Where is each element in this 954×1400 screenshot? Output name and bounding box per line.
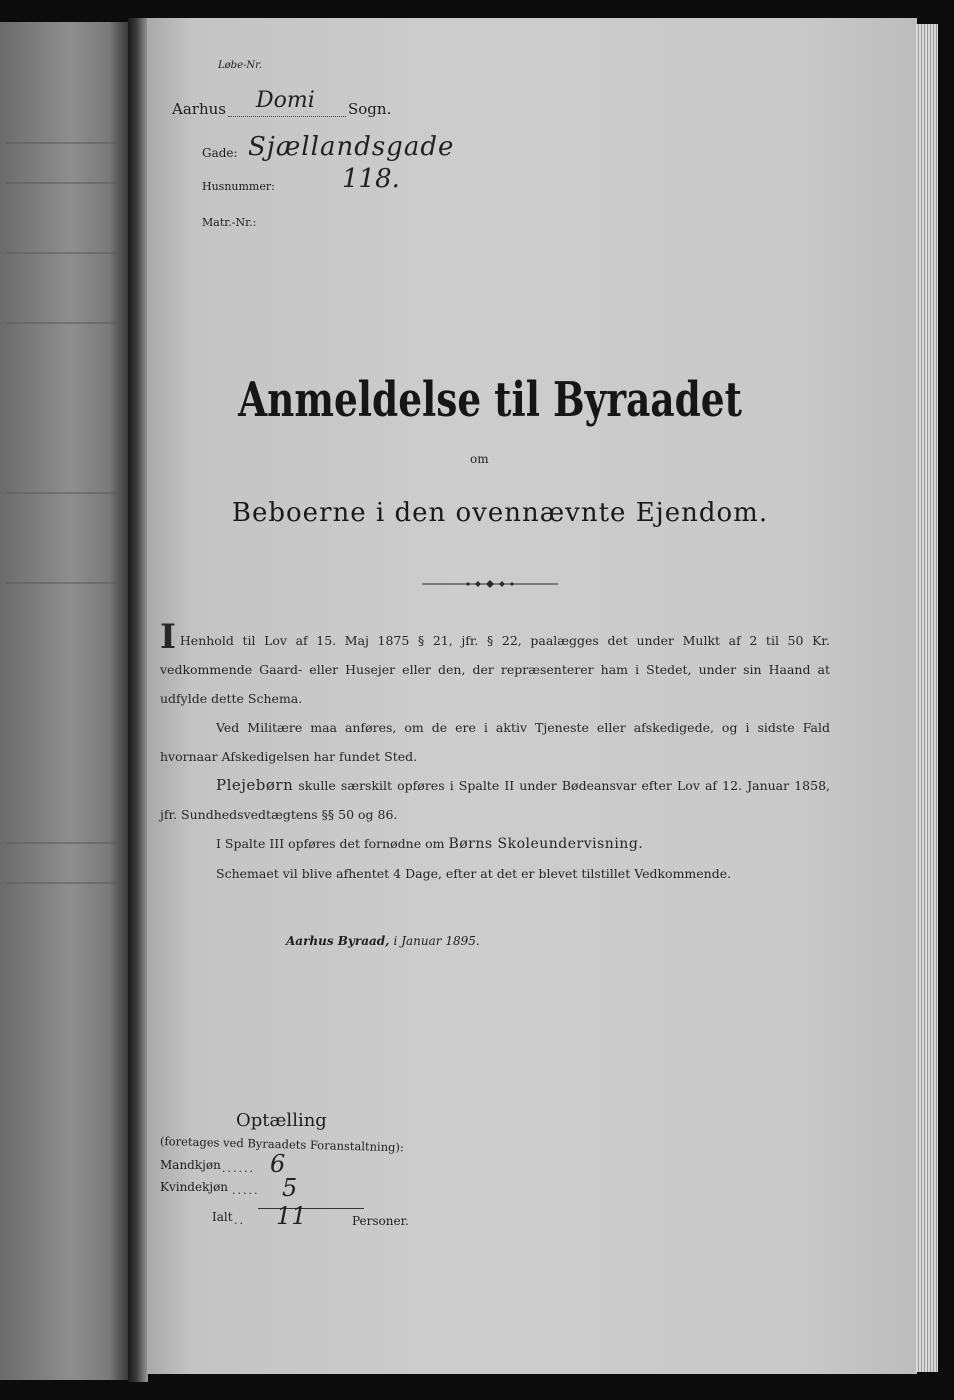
instruction-text-4: I Spalte III opføres det fornødne om — [216, 836, 445, 851]
instruction-paragraph-1 — [160, 617, 830, 713]
instruction-text-3: skulle særskilt opføres i Spalte II under Bødeansvar efter Lov af 12. Januar 1858, jfr. Sundhedsvedtægtens §§ 50 og 86. — [160, 778, 830, 822]
city-label: Aarhus — [172, 100, 226, 118]
bleed-line — [6, 252, 116, 254]
bleed-line — [6, 582, 116, 584]
page-edges — [916, 24, 938, 1372]
matr-label: Matr.-Nr.: — [202, 216, 257, 229]
ornament-divider — [420, 574, 560, 594]
title-om: om — [470, 452, 489, 466]
persons-label: Personer. — [352, 1214, 409, 1228]
total-leader-dots: .. — [234, 1214, 245, 1227]
male-leader-dots: ...... — [222, 1162, 255, 1175]
drop-cap: I — [160, 617, 176, 657]
book-spine — [128, 18, 148, 1382]
bleed-line — [6, 882, 116, 884]
male-value: 6 — [270, 1150, 286, 1178]
instruction-text-1: Henhold til Lov af 15. Maj 1875 § 21, jfr. § 22, paalægges det under Mulkt af 2 til 50 Kr. vedkommende Gaard- eller Husejer eller den, der repræsenterer ham i Stedet, under sin Haand at udfylde dette Schema. — [160, 633, 830, 706]
bleed-line — [6, 142, 116, 144]
signature-body: Aarhus Byraad, — [286, 934, 390, 948]
instructions-text — [160, 617, 830, 888]
signature-date: i Januar 1895. — [393, 934, 480, 948]
bleed-line — [6, 842, 116, 844]
instruction-paragraph-5: Schemaet vil blive afhentet 4 Dage, efter at det er blevet tilstillet Vedkommende. — [216, 866, 732, 881]
document-subtitle: Beboerne i den ovennævnte Ejendom. — [231, 498, 769, 528]
instruction-paragraph-4 — [160, 829, 830, 859]
plejeborn-lead: Plejebørn — [216, 776, 294, 794]
husnummer-label: Husnummer: — [202, 180, 275, 193]
bleed-line — [6, 492, 116, 494]
female-leader-dots: ..... — [232, 1184, 260, 1197]
female-label: Kvindekjøn — [160, 1180, 229, 1194]
instruction-paragraph-3 — [160, 771, 830, 829]
document-title: Anmeldelse til Byraadet — [238, 372, 742, 428]
gade-handwritten: Sjællandsgade — [248, 132, 455, 162]
sum-rule — [258, 1208, 364, 1209]
gade-label: Gade: — [202, 146, 238, 160]
instruction-paragraph-2: Ved Militære maa anføres, om de ere i aktiv Tjeneste eller afskedigede, og i sidste Fald hvornaar Afskedigelsen har fundet Sted. — [160, 720, 830, 764]
lobe-nr-label: Løbe-Nr. — [218, 60, 262, 71]
sogn-label: Sogn. — [348, 100, 392, 118]
count-title: Optælling — [236, 1110, 327, 1131]
skoleundervisning-emphasis: Børns Skoleundervisning. — [448, 836, 644, 852]
parish-handwritten: Domi — [256, 88, 315, 113]
total-value: 11 — [276, 1202, 307, 1230]
husnummer-handwritten: 118. — [342, 164, 400, 194]
signature-line — [286, 934, 480, 948]
left-facing-page — [0, 22, 128, 1380]
female-value: 5 — [282, 1174, 298, 1202]
male-label: Mandkjøn — [160, 1158, 221, 1172]
bleed-line — [6, 182, 116, 184]
bleed-line — [6, 322, 116, 324]
total-label: Ialt — [212, 1210, 233, 1224]
count-subtitle: (foretages ved Byraadets Foranstaltning): — [159, 1134, 405, 1155]
parish-field — [228, 88, 346, 117]
